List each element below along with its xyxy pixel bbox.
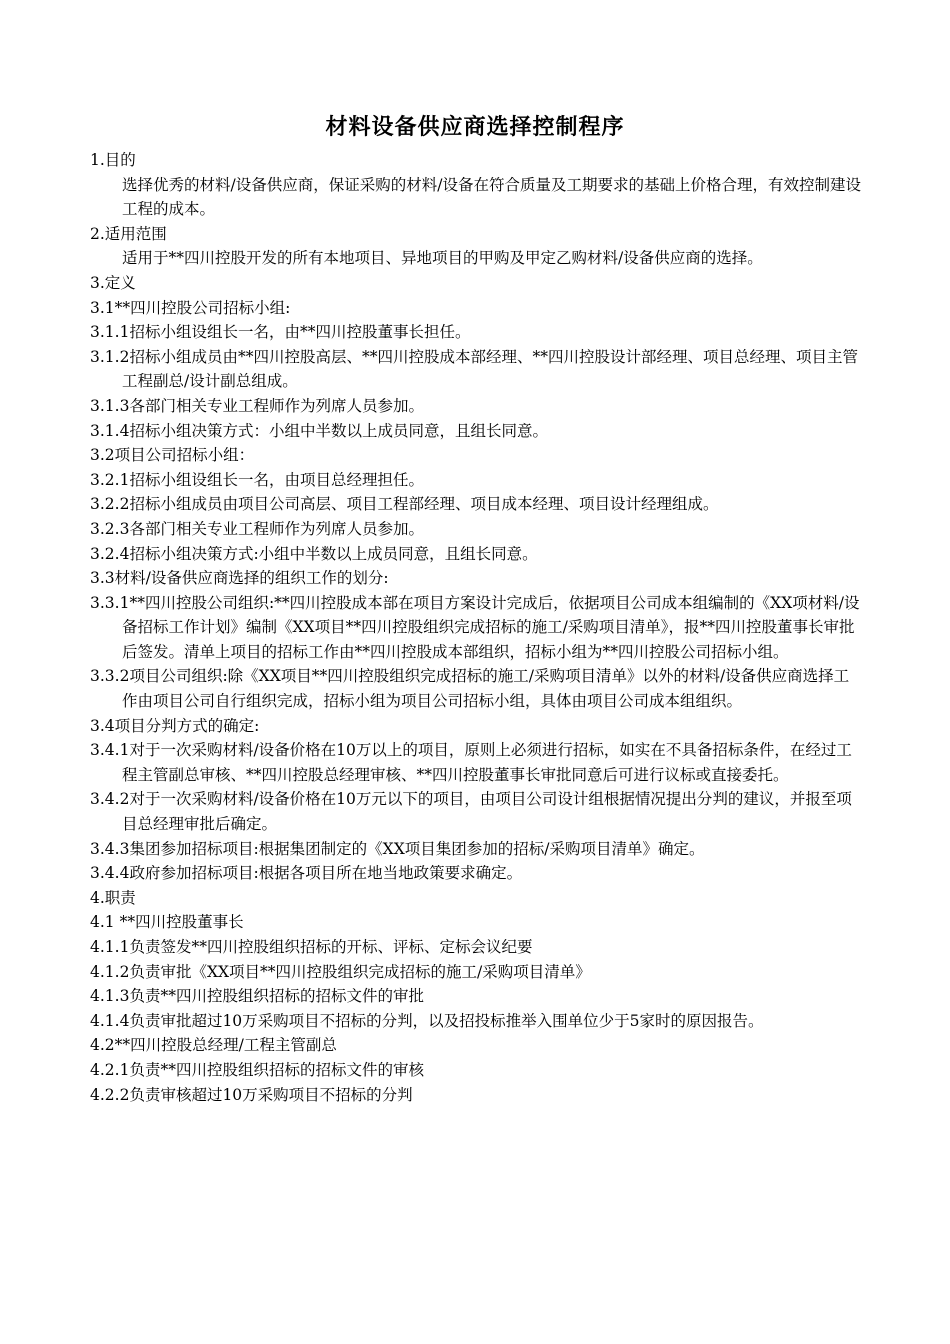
document-paragraph: 适用于**四川控股开发的所有本地项目、异地项目的甲购及甲定乙购材料/设备供应商的选择。: [122, 249, 763, 268]
document-paragraph: 3.定义: [90, 273, 136, 292]
document-paragraph: 3.2项目公司招标小组：: [90, 446, 255, 465]
document-paragraph: 选择优秀的材料/设备供应商，保证采购的材料/设备在符合质量及工期要求的基础上价格合理，有效控制建设工程的成本。: [122, 175, 861, 219]
document-paragraph: 4.1.3负责**四川控股组织招标的招标文件的审批: [90, 987, 424, 1006]
document-paragraph: 3.1.3各部门相关专业工程师作为列席人员参加。: [90, 396, 424, 415]
document-paragraph: 3.1.4招标小组决策方式：小组中半数以上成员同意，且组长同意。: [90, 421, 548, 440]
document-paragraph: 4.1.2负责审批《XX项目**四川控股组织完成招标的施工/采购项目清单》: [90, 962, 591, 981]
document-paragraph: 3.1.2招标小组成员由**四川控股高层、**四川控股成本部经理、**四川控股设计部经理、项目总经理、项目主管工程副总/设计副总组成。: [90, 347, 858, 391]
document-paragraph: 4.1.4负责审批超过10万采购项目不招标的分判，以及招投标推举入围单位少于5家时的原因报告。: [90, 1011, 764, 1030]
document-paragraph: 3.2.4招标小组决策方式:小组中半数以上成员同意，且组长同意。: [90, 544, 538, 563]
document-paragraph: 3.3.2项目公司组织:除《XX项目**四川控股组织完成招标的施工/采购项目清单》以外的材料/设备供应商选择工作由项目公司自行组织完成，招标小组为项目公司招标小组，具体由项目公司成本组组织。: [90, 667, 850, 711]
document-paragraph: 3.4.1对于一次采购材料/设备价格在10万以上的项目，原则上必须进行招标，如实在不具备招标条件，在经过工程主管副总审核、**四川控股总经理审核、**四川控股董事长审批同意后可进行议标或直接委托。: [90, 741, 852, 784]
document-paragraph: 3.1**四川控股公司招标小组:: [90, 298, 291, 317]
document-paragraph: 3.3材料/设备供应商选择的组织工作的划分:: [90, 569, 389, 588]
document-paragraph: 3.1.1招标小组设组长一名，由**四川控股董事长担任。: [90, 323, 471, 342]
document-title: 材料设备供应商选择控制程序: [325, 115, 625, 140]
document-body: [90, 148, 862, 1107]
document-paragraph: 3.4.4政府参加招标项目:根据各项目所在地当地政策要求确定。: [90, 864, 523, 883]
document-paragraph: 3.2.1招标小组设组长一名，由项目总经理担任。: [90, 470, 424, 489]
document-paragraph: 2.适用范围: [90, 224, 167, 243]
document-paragraph: 3.3.1**四川控股公司组织:**四川控股成本部在项目方案设计完成后，依据项目公司成本组编制的《XX项材料/设备招标工作计划》编制《XX项目**四川控股组织完成招标的施工/采购项目清单》，报**四川控股董事长审批后签发。清单上项目的招标工作由**四川控股成本部组织，招标小组为**四川控股公司招标小组。: [90, 593, 860, 661]
document-paragraph: 3.2.3各部门相关专业工程师作为列席人员参加。: [90, 519, 424, 538]
document-paragraph: 3.4.2对于一次采购材料/设备价格在10万元以下的项目，由项目公司设计组根据情况提出分判的建议，并报至项目总经理审批后确定。: [90, 790, 852, 834]
document-paragraph: 3.4.3集团参加招标项目:根据集团制定的《XX项目集团参加的招标/采购项目清单》确定。: [90, 839, 705, 858]
document-paragraph: 4.1 **四川控股董事长: [90, 913, 244, 932]
document-paragraph: 4.2.2负责审核超过10万采购项目不招标的分判: [90, 1085, 413, 1104]
document-paragraph: 4.1.1负责签发**四川控股组织招标的开标、评标、定标会议纪要: [90, 938, 533, 956]
document-paragraph: 4.2.1负责**四川控股组织招标的招标文件的审核: [90, 1060, 424, 1079]
document-paragraph: 3.4项目分判方式的确定:: [90, 716, 260, 735]
document-paragraph: 1.目的: [90, 151, 136, 169]
document-paragraph: 3.2.2招标小组成员由项目公司高层、项目工程部经理、项目成本经理、项目设计经理组成。: [90, 495, 719, 514]
document-paragraph: 4.2**四川控股总经理/工程主管副总: [90, 1036, 337, 1055]
document-paragraph: 4.职责: [90, 888, 136, 907]
